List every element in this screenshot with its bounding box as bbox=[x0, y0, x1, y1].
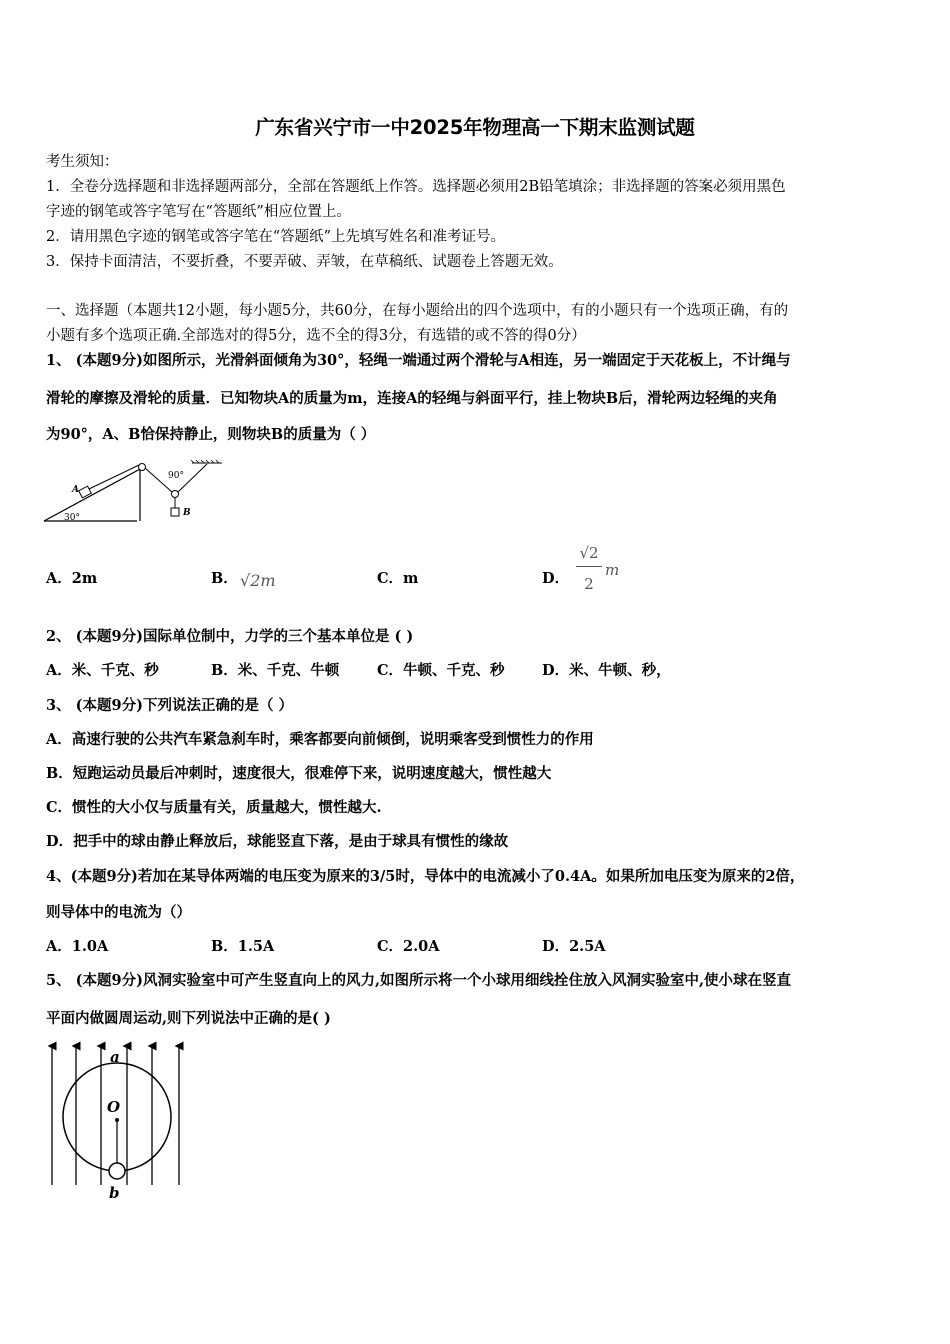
q4-option-a: A．1.0A bbox=[46, 938, 109, 955]
q2-option-a: A．米、千克、秒 bbox=[46, 662, 159, 679]
q3-option-b: B．短跑运动员最后冲刺时，速度很大，很难停下来，说明速度越大，惯性越大 bbox=[46, 765, 552, 782]
q4-option-b: B．1.5A bbox=[211, 938, 275, 955]
point-a-label: a bbox=[110, 1048, 120, 1066]
q3-stem: 3、 (本题9分)下列说法正确的是（ ） bbox=[46, 697, 293, 714]
q4-stem-line-2: 则导体中的电流为（） bbox=[46, 904, 191, 921]
q1-option-d-variable: m bbox=[605, 561, 620, 579]
section-instructions-line-2: 小题有多个选项正确.全部选对的得5分，选不全的得3分，有选错的或不答的得0分） bbox=[46, 328, 586, 344]
incline-angle-label: 30° bbox=[64, 513, 80, 523]
q1-option-d: D． bbox=[542, 570, 570, 587]
q1-option-b-math: √2m bbox=[240, 571, 276, 590]
block-b-label: B bbox=[183, 508, 191, 518]
q2-option-d: D．米、牛顿、秒， bbox=[542, 662, 671, 679]
q1-option-b: B． bbox=[211, 570, 238, 587]
q3-option-d: D．把手中的球由静止释放后，球能竖直下落，是由于球具有惯性的缘故 bbox=[46, 833, 509, 850]
notice-heading: 考生须知： bbox=[46, 154, 119, 170]
q1-stem-line-2: 滑轮的摩擦及滑轮的质量．已知物块A的质量为m，连接A的轻绳与斜面平行，挂上物块B后，滑轮两边轻绳的夹角 bbox=[46, 390, 778, 407]
q2-option-c: C．牛顿、千克、秒 bbox=[377, 662, 505, 679]
q5-stem-line-2: 平面内做圆周运动,则下列说法中正确的是( ) bbox=[46, 1010, 331, 1027]
q1-option-d-denominator: 2 bbox=[584, 575, 594, 593]
q2-stem: 2、 (本题9分)国际单位制中，力学的三个基本单位是 ( ) bbox=[46, 628, 414, 645]
q3-option-c: C．惯性的大小仅与质量有关，质量越大，惯性越大. bbox=[46, 799, 382, 816]
center-o-label: O bbox=[107, 1098, 121, 1116]
section-instructions-line-1: 一、选择题（本题共12小题，每小题5分，共60分，在每小题给出的四个选项中，有的小题只有一个选项正确，有的 bbox=[46, 303, 789, 319]
notice-line-3: 2．请用黑色字迹的钢笔或答字笔在“答题纸”上先填写姓名和准考证号。 bbox=[46, 229, 506, 245]
q1-option-d-numerator: √2 bbox=[579, 544, 599, 562]
q4-option-c: C．2.0A bbox=[377, 938, 440, 955]
q1-option-d-fraction-bar bbox=[576, 566, 602, 567]
block-a-label: A bbox=[72, 485, 79, 495]
q4-option-d: D．2.5A bbox=[542, 938, 606, 955]
q1-option-a: A．2m bbox=[46, 570, 98, 587]
q4-stem-line-1: 4、(本题9分)若加在某导体两端的电压变为原来的3/5时，导体中的电流减小了0.4A。如果所加电压变为原来的2倍， bbox=[46, 868, 805, 885]
rope-angle-label: 90° bbox=[168, 471, 184, 481]
notice-line-2: 字迹的钢笔或答字笔写在“答题纸”相应位置上。 bbox=[46, 204, 351, 220]
point-b-label: b bbox=[109, 1184, 120, 1202]
incline-pulley-figure bbox=[42, 460, 232, 526]
q3-option-a: A．高速行驶的公共汽车紧急刹车时，乘客都要向前倾倒，说明乘客受到惯性力的作用 bbox=[46, 731, 594, 748]
notice-line-1: 1．全卷分选择题和非选择题两部分，全部在答题纸上作答。选择题必须用2B铅笔填涂；非选择题的答案必须用黑色 bbox=[46, 179, 786, 195]
q1-stem-line-1: 1、 (本题9分)如图所示，光滑斜面倾角为30°，轻绳一端通过两个滑轮与A相连，另一端固定于天花板上，不计绳与 bbox=[46, 352, 791, 369]
wind-tunnel-figure bbox=[44, 1040, 189, 1210]
q1-option-c: C．m bbox=[377, 570, 419, 587]
q2-option-b: B．米、千克、牛顿 bbox=[211, 662, 340, 679]
page-title: 广东省兴宁市一中2025年物理高一下期末监测试题 bbox=[255, 116, 695, 139]
q5-stem-line-1: 5、 (本题9分)风洞实验室中可产生竖直向上的风力,如图所示将一个小球用细线拴住放入风洞实验室中,使小球在竖直 bbox=[46, 972, 792, 989]
notice-line-4: 3．保持卡面清洁，不要折叠，不要弄破、弄皱，在草稿纸、试题卷上答题无效。 bbox=[46, 254, 563, 270]
q1-stem-line-3: 为90°，A、B恰保持静止，则物块B的质量为（ ） bbox=[46, 426, 376, 443]
